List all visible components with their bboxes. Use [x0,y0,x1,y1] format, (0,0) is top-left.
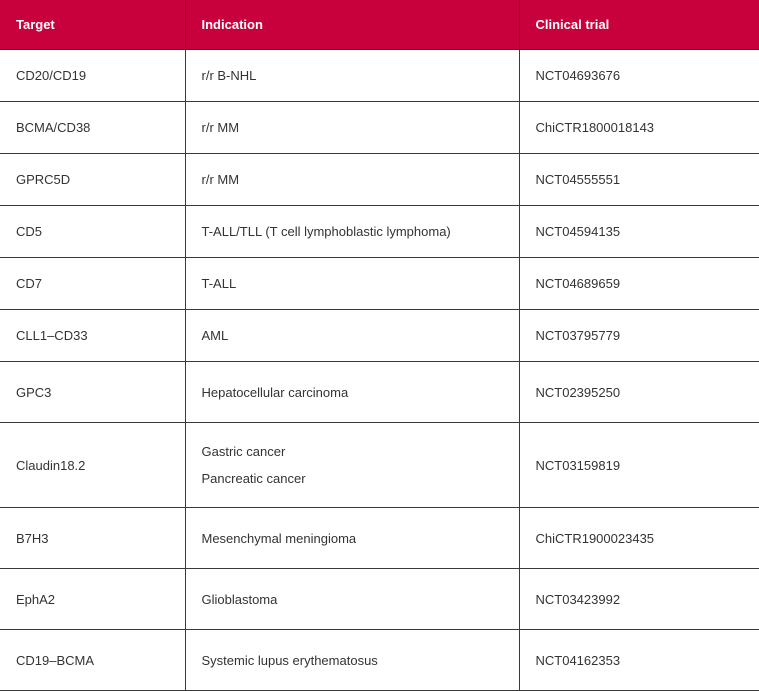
indication-line: Gastric cancer [201,444,286,459]
cell-target: CD20/CD19 [0,50,185,102]
table-header-row [0,0,759,50]
cell-trial: NCT04594135 [519,206,759,258]
cell-trial: NCT04689659 [519,258,759,310]
cell-target: BCMA/CD38 [0,102,185,154]
cell-indication [185,423,519,508]
cell-trial: NCT03795779 [519,310,759,362]
table-row [0,50,759,102]
cell-indication: r/r B-NHL [185,50,519,102]
cell-indication: T-ALL/TLL (T cell lymphoblastic lymphoma) [185,206,519,258]
table-row [0,310,759,362]
table-row [0,154,759,206]
cell-trial: NCT03159819 [519,423,759,508]
cell-target: GPRC5D [0,154,185,206]
table-row [0,102,759,154]
table-row [0,362,759,423]
cell-trial: NCT02395250 [519,362,759,423]
cell-target: CLL1–CD33 [0,310,185,362]
cell-trial: NCT04555551 [519,154,759,206]
table-row [0,569,759,630]
header-target: Target [0,0,185,50]
cell-target: CD5 [0,206,185,258]
cell-target: CD19–BCMA [0,630,185,691]
cell-trial: NCT04162353 [519,630,759,691]
cell-trial: NCT04693676 [519,50,759,102]
table-row [0,206,759,258]
cell-target: GPC3 [0,362,185,423]
header-clinical-trial: Clinical trial [519,0,759,50]
cell-trial: NCT03423992 [519,569,759,630]
cell-indication: r/r MM [185,102,519,154]
table-row [0,508,759,569]
cell-target: Claudin18.2 [0,423,185,508]
cell-target: EphA2 [0,569,185,630]
indication-line: Pancreatic cancer [201,471,306,486]
cell-indication: T-ALL [185,258,519,310]
table-row [0,423,759,508]
cell-target: CD7 [0,258,185,310]
cell-trial: ChiCTR1900023435 [519,508,759,569]
cell-target: B7H3 [0,508,185,569]
cell-trial: ChiCTR1800018143 [519,102,759,154]
table-row [0,630,759,691]
cell-indication: Systemic lupus erythematosus [185,630,519,691]
cell-indication: AML [185,310,519,362]
cell-indication: Hepatocellular carcinoma [185,362,519,423]
header-indication: Indication [185,0,519,50]
cell-indication: Mesenchymal meningioma [185,508,519,569]
cell-indication: Glioblastoma [185,569,519,630]
table-row [0,258,759,310]
cell-indication: r/r MM [185,154,519,206]
